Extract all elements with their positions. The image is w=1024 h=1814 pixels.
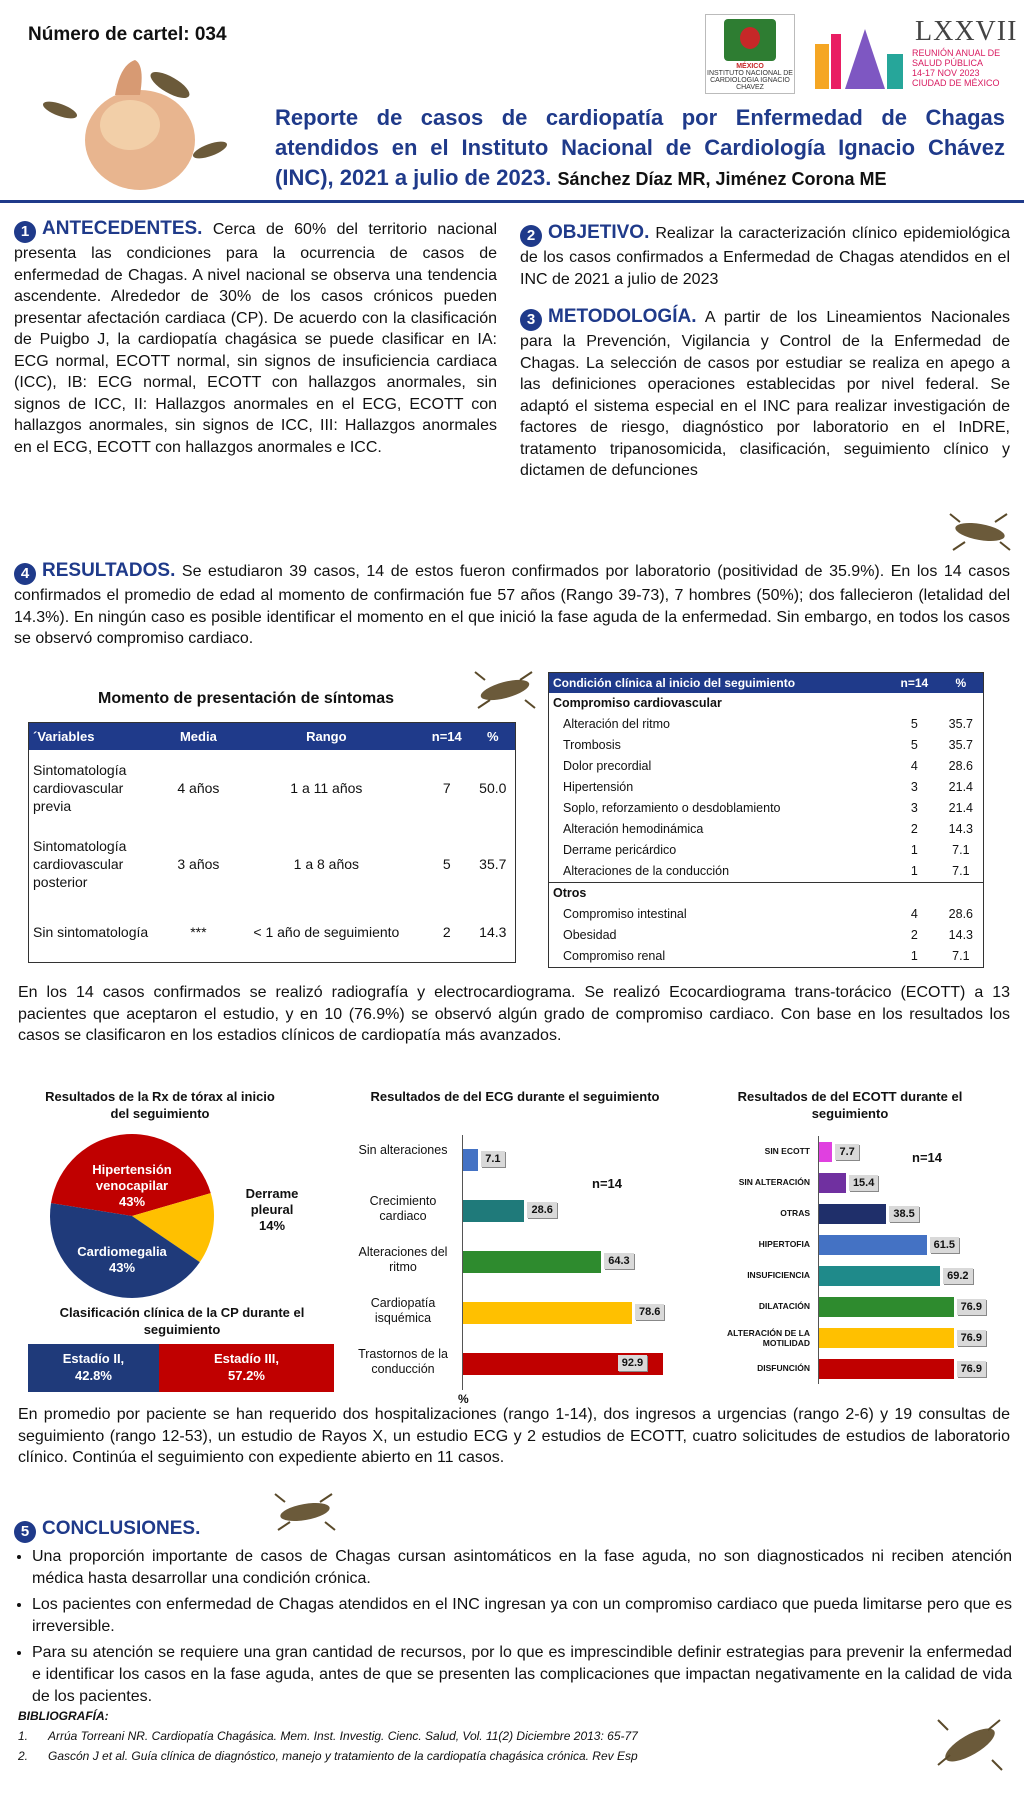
- insect-icon: [930, 1715, 1010, 1775]
- table-sintomas-title: Momento de presentación de síntomas: [98, 690, 395, 707]
- ecott-value-label: 61.5: [930, 1237, 959, 1253]
- bib-item-text: Arrúa Torreani NR. Cardiopatía Chagásica. Mem. Inst. Investig. Cienc. Salud, Vol. 11(2) Diciembre 2013: 65-77: [48, 1729, 638, 1743]
- ecg-category-label: Trastornos de la conducción: [358, 1347, 448, 1376]
- table-cell: Alteración del ritmo: [563, 717, 670, 731]
- table-cell: 7: [442, 780, 451, 796]
- ecott-bar: [819, 1359, 954, 1379]
- table-row: [549, 861, 984, 883]
- pie-value-label: 43%: [118, 1194, 146, 1209]
- table-cell: 1 a 11 años: [290, 780, 363, 796]
- bibliografia: [18, 1706, 898, 1766]
- section-number-badge: 5: [14, 1521, 36, 1543]
- table-cell: 50.0: [479, 780, 507, 796]
- section-conclusiones: [14, 1518, 200, 1543]
- table-cell: Soplo, reforzamiento o desdoblamiento: [563, 801, 781, 815]
- table-row: [549, 819, 984, 840]
- table-cell: 3 años: [177, 856, 220, 872]
- bibliografia-heading: BIBLIOGRAFÍA:: [18, 1709, 109, 1723]
- insect-icon: [270, 1492, 340, 1532]
- table-cell: Sintomatología cardiovascular posterior: [33, 838, 127, 890]
- table-cell: Alteración hemodinámica: [563, 822, 704, 836]
- table-cell: ***: [190, 923, 207, 940]
- section-text: Realizar la caracterización clínico epidemiológica de los casos confirmados a Enfermedad de Chagas atendidos en el INC de 2021 a julio de 2023: [520, 225, 1010, 288]
- ecott-bar: [819, 1328, 954, 1348]
- table-cell: 4: [910, 907, 918, 921]
- section-metodologia: [520, 306, 1010, 482]
- section-heading: ANTECEDENTES.: [42, 218, 203, 239]
- table-header-row: [29, 723, 516, 751]
- bib-item-text: Gascón J et al. Guía clínica de diagnóstico, manejo y tratamiento de la cardiopatía chagásica crónica. Rev Esp: [48, 1749, 638, 1763]
- meeting-line: 14-17 NOV 2023: [912, 68, 980, 78]
- section-text: Se estudiaron 39 casos, 14 de estos fueron confirmados por laboratorio (positividad de 35.9%). En los 14 casos confirmados el promedio de edad al momento de confirmación fue 57 años (Rango 39-73), 7 hombres (50%); dos fallecieron (letalidad del 14.3%). En ningún caso es posible identificar el momento en el que inició la fase aguda de la enfermedad. Sin embargo, en todos los casos se observó compromiso cardiaco.: [14, 563, 1010, 647]
- section-number-badge: 2: [520, 225, 542, 247]
- title-text: Reporte de casos de cardiopatía por Enfermedad de Chagas atendidos en el Instituto Nacional de Cardiología Ignacio Chávez (INC), 2021 a julio de 2023.: [275, 105, 1005, 190]
- ecott-category-label: INSUFICIENCIA: [747, 1270, 810, 1280]
- bib-item: 2. Gascón J et al. Guía clínica de diagnóstico, manejo y tratamiento de la cardiopatía chagásica crónica. Rev Esp: [18, 1749, 638, 1763]
- table-cell: < 1 año de seguimiento: [253, 923, 400, 940]
- table-cell: 7.1: [952, 843, 970, 857]
- ecg-value-label: 78.6: [635, 1304, 664, 1320]
- table-cell: 4: [910, 759, 918, 773]
- ecg-value-label: 28.6: [527, 1202, 556, 1218]
- table-header: %: [471, 723, 516, 751]
- section-heading: CONCLUSIONES.: [42, 1518, 201, 1539]
- ecott-value-label: 76.9: [957, 1299, 986, 1315]
- ecg-axis-label: %: [458, 1392, 469, 1406]
- table-row: [549, 735, 984, 756]
- table-cell: 2: [910, 928, 918, 942]
- ecg-value-label: 92.9: [618, 1355, 647, 1371]
- table-cell: 14.3: [948, 822, 974, 836]
- ecg-bar: [463, 1251, 601, 1273]
- table-header: Condición clínica al inicio del seguimiento: [549, 673, 891, 694]
- table-header: n=14: [423, 723, 471, 751]
- section-objetivo: [520, 222, 1010, 290]
- ecott-bar: [819, 1173, 846, 1193]
- poster-number: Número de cartel: 034: [28, 24, 227, 45]
- section-text: A partir de los Lineamientos Nacionales para la Prevención, Vigilancia y Control de la Enfermedad de Chagas. La selección de casos por estudiar se realiza en apego a las definiciones operaciones establecidas por nivel federal. Se adaptó el sistema especial en el INC para realizar investigación de factores de riesgo, diagnóstico por laboratorio en el InDRE, tratamento tripanosomicida, clasificación, seguimiento clínico y dictamen de defunciones: [520, 309, 1011, 479]
- section-text: Cerca de 60% del territorio nacional presenta las condiciones para la ocurrencia de casos de enfermedad de Chagas. A nivel nacional se observa una tendencia ascendente. Alrededor de 30% de los casos crónicos pueden presentar afectación cardiaca (CP). De acuerdo con la clasificación de Puigbo J, la cardiopatía chagásica se puede clasificar en IA: ECG normal, ECOTT normal, sin signos de insuficiencia cardiaca (ICC), IB: ECG normal, ECOTT con hallazgos anormales, sin signos de ICC, II: Hallazgos anormales en el ECG, ECOTT con hallazgos anormales, sin signos de ICC, III: Hallazgos anormales en el ECG, ECOTT con hallazgos anormales e ICC.: [14, 221, 497, 456]
- ecott-value-label: 76.9: [957, 1361, 986, 1377]
- cp-bar-segment: [28, 1344, 159, 1392]
- table-cell: 5: [442, 856, 451, 872]
- table-cell: 1 a 8 años: [293, 856, 360, 872]
- pie-category-label: Derrame: [245, 1186, 299, 1201]
- ecott-value-label: 69.2: [943, 1268, 972, 1284]
- resultados-paragraph-2: En los 14 casos confirmados se realizó radiografía y electrocardiograma. Se realizó Ecocardiograma trans-torácico (ECOTT) a 13 pacientes que aceptaron el estudio, y en 10 (76.9%) se observó algún grado de compromiso cardiaco. Con base en los resultados los casos se clasificaron en los estadios clínicos de cardiopatía más avanzados.: [18, 984, 1010, 1044]
- section-heading: METODOLOGÍA.: [548, 306, 697, 327]
- table-cell: 3: [910, 801, 918, 815]
- ecott-value-label: 76.9: [957, 1330, 986, 1346]
- table-header: n=14: [890, 673, 939, 694]
- table-cell: 21.4: [948, 780, 974, 794]
- table-cell: 5: [910, 738, 918, 752]
- table-cell: Compromiso renal: [563, 949, 666, 963]
- table-cell: 28.6: [948, 759, 974, 773]
- resultados-paragraph-3: En promedio por paciente se han requerido dos hospitalizaciones (rango 1-14), dos ingresos a urgencias (rango 2-6) y 19 consultas de seguimiento (rango 12-53), un estudio de Rayos X, un estudio ECG y 2 estudios de ECOTT, cuatro solicitudes de estudios de laboratorio clínico. Continúa el seguimiento con expediente abierto en 11 casos.: [18, 1406, 1010, 1466]
- ecott-category-label: ALTERACIÓN DE LA MOTILIDAD: [727, 1328, 810, 1348]
- section-antecedentes: [14, 218, 497, 458]
- meeting-line: CIUDAD DE MÉXICO: [912, 78, 1000, 88]
- inc-emblem-icon: [724, 19, 776, 61]
- table-cell: Compromiso intestinal: [563, 907, 687, 921]
- table-header: Media: [167, 723, 230, 751]
- section-number-badge: 4: [14, 563, 36, 585]
- heart-insect-illustration: [20, 55, 250, 195]
- ecott-value-label: 38.5: [889, 1206, 918, 1222]
- cp-bar-segment: [159, 1344, 334, 1392]
- chart-ecg-n: n=14: [592, 1176, 622, 1191]
- table-row: [549, 840, 984, 861]
- section-resultados: [14, 560, 1010, 650]
- meeting-logo-icon: [815, 24, 905, 94]
- cp-bar-category: Estadío III,: [213, 1351, 279, 1366]
- authors: Sánchez Díaz MR, Jiménez Corona ME: [557, 169, 887, 189]
- list-item: • Para su atención se requiere una gran cantidad de recursos, por lo que es imprescindible definir estrategias para prevenir la enfermedad e identificar los casos en la fase aguda, antes de que se presenten las complicaciones que impactan negativamente en la calidad de vida de los pacientes.: [32, 1642, 1012, 1708]
- ecott-category-label: SIN ECOTT: [764, 1146, 810, 1156]
- cp-bar-value: 57.2%: [228, 1368, 265, 1383]
- table-group-label: Compromiso cardiovascular: [553, 696, 722, 710]
- table-sintomas: [28, 722, 516, 963]
- inc-logo-mexico: MÉXICO: [736, 63, 764, 70]
- ecg-category-label: Cardiopatía isquémica: [370, 1296, 436, 1325]
- section-heading: RESULTADOS.: [42, 560, 176, 581]
- table-cell: 14.3: [948, 928, 974, 942]
- ecott-category-label: OTRAS: [780, 1208, 810, 1218]
- table-row: [549, 946, 984, 968]
- pie-category-label: pleural: [250, 1202, 294, 1217]
- table-row: [549, 798, 984, 819]
- bib-item: 1. Arrúa Torreani NR. Cardiopatía Chagásica. Mem. Inst. Investig. Cienc. Salud, Vol. 11(2) Diciembre 2013: 65-77: [18, 1729, 638, 1743]
- table-cell: 1: [910, 864, 918, 878]
- ecg-value-label: 64.3: [604, 1253, 633, 1269]
- ecott-category-label: HIPERTOFIA: [758, 1239, 810, 1249]
- table-cell: 2: [910, 822, 918, 836]
- table-cell: 35.7: [479, 856, 507, 872]
- table-cell: 35.7: [948, 717, 974, 731]
- ecott-bar: [819, 1204, 886, 1224]
- ecott-bar: [819, 1266, 940, 1286]
- list-item: • Una proporción importante de casos de Chagas cursan asintomáticos en la fase aguda, no son diagnosticados ni reciben atención médica hasta desarrollar una condición crónica.: [32, 1546, 1012, 1590]
- header-divider: [0, 200, 1024, 203]
- chart-ecott-title: Resultados de del ECOTT durante el seguimiento: [737, 1089, 963, 1121]
- table-cell: 1: [910, 949, 918, 963]
- meeting-roman-numeral: LXXVII: [915, 16, 1018, 47]
- ecott-value-label: 7.7: [835, 1144, 858, 1160]
- conclusiones-list: [4, 1546, 1012, 1712]
- section-heading: OBJETIVO.: [548, 222, 650, 243]
- chart-ecott: [700, 1136, 1010, 1386]
- table-cell: Derrame pericárdico: [563, 843, 677, 857]
- table-row: [549, 925, 984, 946]
- ecg-bar: [463, 1302, 632, 1324]
- ecott-category-label: DISFUNCIÓN: [757, 1363, 810, 1373]
- cp-bar-category: Estadío II,: [62, 1351, 125, 1366]
- chart-cp-title: Clasificación clínica de la CP durante el seguimiento: [59, 1305, 305, 1337]
- table-row: [549, 777, 984, 798]
- table-row: [549, 714, 984, 735]
- ecott-category-label: SIN ALTERACIÓN: [738, 1177, 810, 1187]
- list-item: • Los pacientes con enfermedad de Chagas atendidos en el INC ingresan ya con un compromiso cardiaco que pueda limitarse pero que es irreversible.: [32, 1594, 1012, 1638]
- table-header: %: [939, 673, 984, 694]
- meeting-line: SALUD PÚBLICA: [912, 58, 984, 68]
- table-row: [29, 750, 516, 826]
- table-cell: 7.1: [952, 864, 970, 878]
- table-group-label: Otros: [549, 883, 984, 905]
- pie-category-label: Hipertensión: [92, 1162, 172, 1177]
- chart-cp-bar: [28, 1344, 334, 1392]
- ecott-bar: [819, 1297, 954, 1317]
- section-number-badge: 1: [14, 221, 36, 243]
- table-cell: 28.6: [948, 907, 974, 921]
- chart-rx-pie: [22, 1126, 322, 1306]
- chart-ecott-n: n=14: [912, 1150, 942, 1165]
- table-cell: 2: [442, 923, 451, 940]
- table-cell: 3: [910, 780, 918, 794]
- table-group-otros: [549, 904, 984, 968]
- meeting-info: [912, 48, 1000, 88]
- meeting-line: REUNIÓN ANUAL DE: [912, 48, 1001, 58]
- poster-title: [275, 103, 1005, 194]
- table-row: [29, 902, 516, 962]
- inc-logo-text: INSTITUTO NACIONAL DE CARDIOLOGIA IGNACIO CHAVEZ: [707, 70, 793, 91]
- pie-value-label: 14%: [258, 1218, 286, 1233]
- ecg-bar: [463, 1200, 524, 1222]
- table-cell: Obesidad: [563, 928, 617, 942]
- table-cell: 7.1: [952, 949, 970, 963]
- table-cell: Trombosis: [563, 738, 621, 752]
- ecott-bar: [819, 1235, 927, 1255]
- cp-bar-value: 42.8%: [75, 1368, 112, 1383]
- chart-rx-title: Resultados de la Rx de tórax al inicio del seguimiento: [45, 1089, 275, 1121]
- table-group-cardiovascular: [549, 714, 984, 883]
- table-header-row: [549, 673, 984, 694]
- table-cell: Alteraciones de la conducción: [563, 864, 730, 878]
- chart-ecg-title: Resultados de del ECG durante el seguimiento: [370, 1089, 660, 1104]
- table-row: [549, 904, 984, 925]
- table-cell: 21.4: [948, 801, 974, 815]
- table-cell: 1: [910, 843, 918, 857]
- table-header: ´Variables: [29, 723, 168, 751]
- insect-icon: [470, 670, 540, 710]
- table-cell: 35.7: [948, 738, 974, 752]
- ecott-value-label: 15.4: [849, 1175, 878, 1191]
- table-cell: 5: [910, 717, 918, 731]
- inc-logo: [705, 14, 795, 94]
- table-condicion: [548, 672, 984, 968]
- table-cell: 4 años: [177, 780, 220, 796]
- table-cell: Dolor precordial: [563, 759, 652, 773]
- ecg-category-label: Sin alteraciones: [358, 1143, 448, 1157]
- table-cell: Sin sintomatología: [33, 923, 149, 940]
- pie-value-label: 43%: [108, 1260, 136, 1275]
- insect-icon: [945, 512, 1015, 552]
- table-row: [549, 756, 984, 777]
- ecg-bar: [463, 1149, 478, 1171]
- ecott-bar: [819, 1142, 832, 1162]
- ecott-category-label: DILATACIÓN: [758, 1301, 810, 1311]
- ecg-value-label: 7.1: [481, 1151, 504, 1167]
- table-cell: Sintomatología cardiovascular previa: [33, 762, 127, 814]
- table-cell: Hipertensión: [563, 780, 634, 794]
- table-row: [29, 826, 516, 902]
- ecg-category-label: Crecimiento cardiaco: [369, 1194, 437, 1223]
- chart-ecg: [350, 1135, 680, 1406]
- table-cell: 14.3: [479, 923, 507, 940]
- table-header: Rango: [230, 723, 423, 751]
- pie-category-label: venocapilar: [95, 1178, 169, 1193]
- ecg-category-label: Alteraciones del ritmo: [358, 1245, 448, 1274]
- section-number-badge: 3: [520, 309, 542, 331]
- pie-category-label: Cardiomegalia: [77, 1244, 167, 1259]
